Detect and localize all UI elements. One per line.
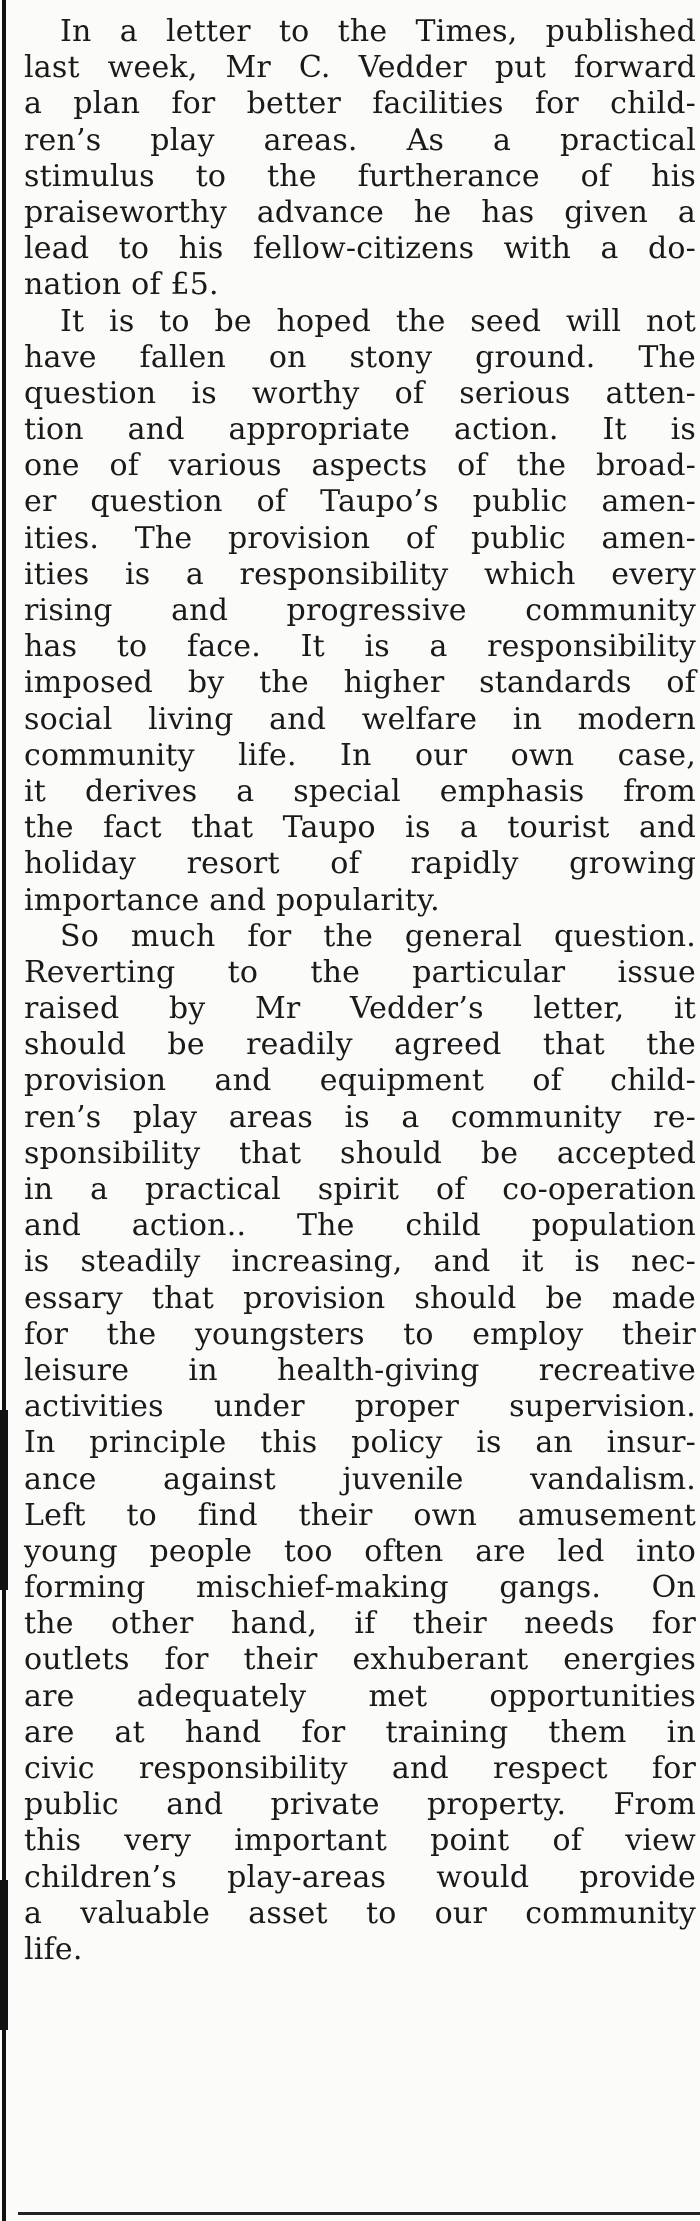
article-line: a plan for better facilities for child- — [24, 86, 696, 122]
article-line: young people too often are led into — [24, 1533, 696, 1569]
article-line: tion and appropriate action. It is — [24, 412, 696, 448]
article-line: ren’s play areas is a community re- — [24, 1099, 696, 1135]
article-line: raised by Mr Vedder’s letter, it — [24, 991, 696, 1027]
article-line: imposed by the higher standards of — [24, 665, 696, 701]
article-line: stimulus to the furtherance of his — [24, 158, 696, 194]
article-line: children’s play-areas would provide — [24, 1859, 696, 1895]
article-line: one of various aspects of the broad- — [24, 448, 696, 484]
article-line: a valuable asset to our community — [24, 1895, 696, 1931]
article-line: social living and welfare in modern — [24, 701, 696, 737]
article-line: outlets for their exhuberant energies — [24, 1642, 696, 1678]
article-line: and action.. The child population — [24, 1208, 696, 1244]
article-line: er question of Taupo’s public amen- — [24, 484, 696, 520]
article-line: forming mischief-making gangs. On — [24, 1570, 696, 1606]
article-line: sponsibility that should be accepted — [24, 1135, 696, 1171]
article-line: this very important point of view — [24, 1823, 696, 1859]
article-line: public and private property. From — [24, 1787, 696, 1823]
article-line: ren’s play areas. As a practical — [24, 122, 696, 158]
article-line: So much for the general question. — [60, 918, 696, 954]
article-line: ities is a responsibility which every — [24, 556, 696, 592]
article-line: the fact that Taupo is a tourist and — [24, 810, 696, 846]
article-line: lead to his fellow-citizens with a do- — [24, 231, 696, 267]
article-paragraph-1 — [24, 14, 696, 304]
article-line: have fallen on stony ground. The — [24, 339, 696, 375]
article-line: praiseworthy advance he has given a — [24, 194, 696, 230]
column-rule-mark — [0, 1410, 8, 1590]
article-line: should be readily agreed that the — [24, 1027, 696, 1063]
article-line: Left to find their own amusement — [24, 1497, 696, 1533]
article-line: Reverting to the particular issue — [24, 954, 696, 990]
article-line: community life. In our own case, — [24, 737, 696, 773]
article-line: In a letter to the Times, published — [60, 14, 696, 49]
article-line: It is to be hoped the seed will not — [60, 303, 696, 339]
article-paragraph-2 — [24, 304, 696, 919]
article-line: In principle this policy is an insur- — [24, 1425, 696, 1461]
article-line: nation of £5. — [24, 267, 219, 303]
article-line: activities under proper supervision. — [24, 1389, 696, 1425]
article-line: it derives a special emphasis from — [24, 773, 696, 809]
article-line: for the youngsters to employ their — [24, 1316, 696, 1352]
article-line: importance and popularity. — [24, 882, 440, 918]
bottom-rule — [18, 2212, 700, 2215]
article-column — [24, 14, 696, 1968]
article-line: is steadily increasing, and it is nec- — [24, 1244, 696, 1280]
article-line: in a practical spirit of co-operation — [24, 1172, 696, 1207]
column-rule-mark — [0, 1880, 8, 2030]
article-line: the other hand, if their needs for — [24, 1606, 696, 1642]
article-line: holiday resort of rapidly growing — [24, 846, 696, 882]
article-line: rising and progressive community — [24, 593, 696, 628]
article-line: are at hand for training them in — [24, 1714, 696, 1750]
article-line: question is worthy of serious atten- — [24, 375, 696, 411]
article-line: leisure in health-giving recreative — [24, 1352, 696, 1388]
article-line: are adequately met opportunities — [24, 1678, 696, 1714]
article-line: ities. The provision of public amen- — [24, 520, 696, 556]
article-line: provision and equipment of child- — [24, 1063, 696, 1099]
article-line: has to face. It is a responsibility — [24, 629, 696, 665]
article-line: ance against juvenile vandalism. — [24, 1461, 696, 1497]
article-line: life. — [24, 1931, 83, 1967]
article-line: civic responsibility and respect for — [24, 1751, 696, 1786]
article-paragraph-3 — [24, 919, 696, 1968]
article-line: essary that provision should be made — [24, 1280, 696, 1316]
article-line: last week, Mr C. Vedder put forward — [24, 50, 696, 86]
